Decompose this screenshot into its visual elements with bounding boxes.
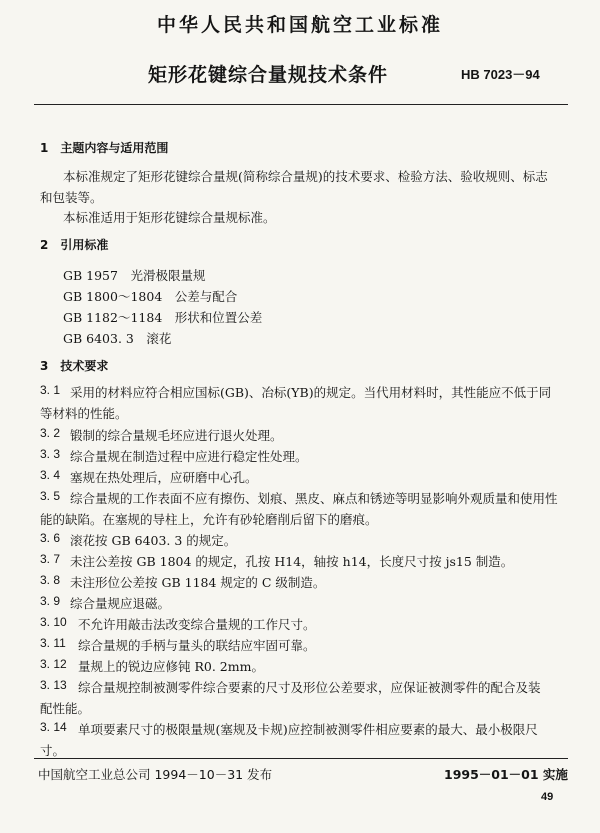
clause-text: 不允许用敲击法改变综合量规的工作尺寸。 [78,617,316,632]
clause-text: 未注形位公差按 GB 1184 规定的 C 级制造。 [70,575,326,590]
clause-text: 综合量规的工作表面不应有擦伤、划痕、黑皮、麻点和锈迹等明显影响外观质量和使用性 [70,491,558,506]
clause-text: 综合量规在制造过程中应进行稳定性处理。 [70,449,308,464]
section-1-para1-line2: 和包装等。 [40,190,103,205]
clause-text: 单项要素尺寸的极限量规(塞规及卡规)应控制被测零件相应要素的最大、最小极限尺 [78,722,538,737]
clause-number: 3. 6 [40,531,61,545]
clause-text: 能的缺陷。在塞规的导柱上，允许有砂轮磨削后留下的磨痕。 [40,512,378,527]
page-number: 49 [541,791,554,803]
issue-info: 中国航空工业总公司 1994－10－31 发布 [38,767,273,782]
ref-item: GB 1957 光滑极限量规 [63,268,206,283]
clause-number: 3. 9 [40,594,61,608]
clause-number: 3. 4 [40,468,61,482]
clause-text: 综合量规的手柄与量头的联结应牢固可靠。 [78,638,316,653]
clause-number: 3. 3 [40,447,61,461]
clause-number: 3. 1 [40,383,61,397]
ref-item: GB 6403. 3 滚花 [63,331,172,346]
clause-text: 采用的材料应符合相应国标(GB)、冶标(YB)的规定。当代用材料时，其性能应不低于同 [70,385,552,400]
header-rule [34,104,568,105]
section-1-heading: 1 主题内容与适用范围 [40,141,169,155]
clause-text: 综合量规控制被测零件综合要素的尺寸及形位公差要求，应保证被测零件的配合及装 [78,680,541,695]
ref-item: GB 1800～1804 公差与配合 [63,289,238,304]
clause-text: 锻制的综合量规毛坯应进行退火处理。 [70,428,283,443]
section-1-para2: 本标准适用于矩形花键综合量规标准。 [63,210,276,225]
clause-number: 3. 8 [40,573,61,587]
clause-number: 3. 5 [40,489,61,503]
standard-title: 中华人民共和国航空工业标准 [156,14,443,36]
document-title: 矩形花键综合量规技术条件 [148,64,389,86]
clause-text: 滚花按 GB 6403. 3 的规定。 [70,533,237,548]
section-3-heading: 3 技术要求 [40,359,109,373]
effective-date: 1995－01－01 实施 [444,767,568,782]
clause-text: 塞规在热处理后，应研磨中心孔。 [70,470,258,485]
clause-text: 等材料的性能。 [40,406,128,421]
clause-number: 3. 13 [40,678,67,692]
document-code: HB 7023－94 [461,67,540,82]
clause-text: 量规上的锐边应修钝 R0. 2mm。 [78,659,264,674]
clause-number: 3. 2 [40,426,61,440]
section-1-para1-line1: 本标准规定了矩形花键综合量规(简称综合量规)的技术要求、检验方法、验收规则、标志 [63,169,548,184]
section-2-heading: 2 引用标准 [40,238,109,252]
clause-text: 综合量规应退磁。 [70,596,171,611]
clause-text: 未注公差按 GB 1804 的规定，孔按 H14，轴按 h14，长度尺寸按 js15 制造。 [70,554,514,569]
footer-rule [34,758,568,759]
clause-text: 寸。 [40,743,66,758]
ref-item: GB 1182～1184 形状和位置公差 [63,310,263,325]
clause-text: 配性能。 [40,701,91,716]
clause-number: 3. 7 [40,552,61,566]
clause-number: 3. 14 [40,720,67,734]
clause-number: 3. 10 [40,615,67,629]
clause-number: 3. 11 [40,636,66,650]
clause-number: 3. 12 [40,657,67,671]
